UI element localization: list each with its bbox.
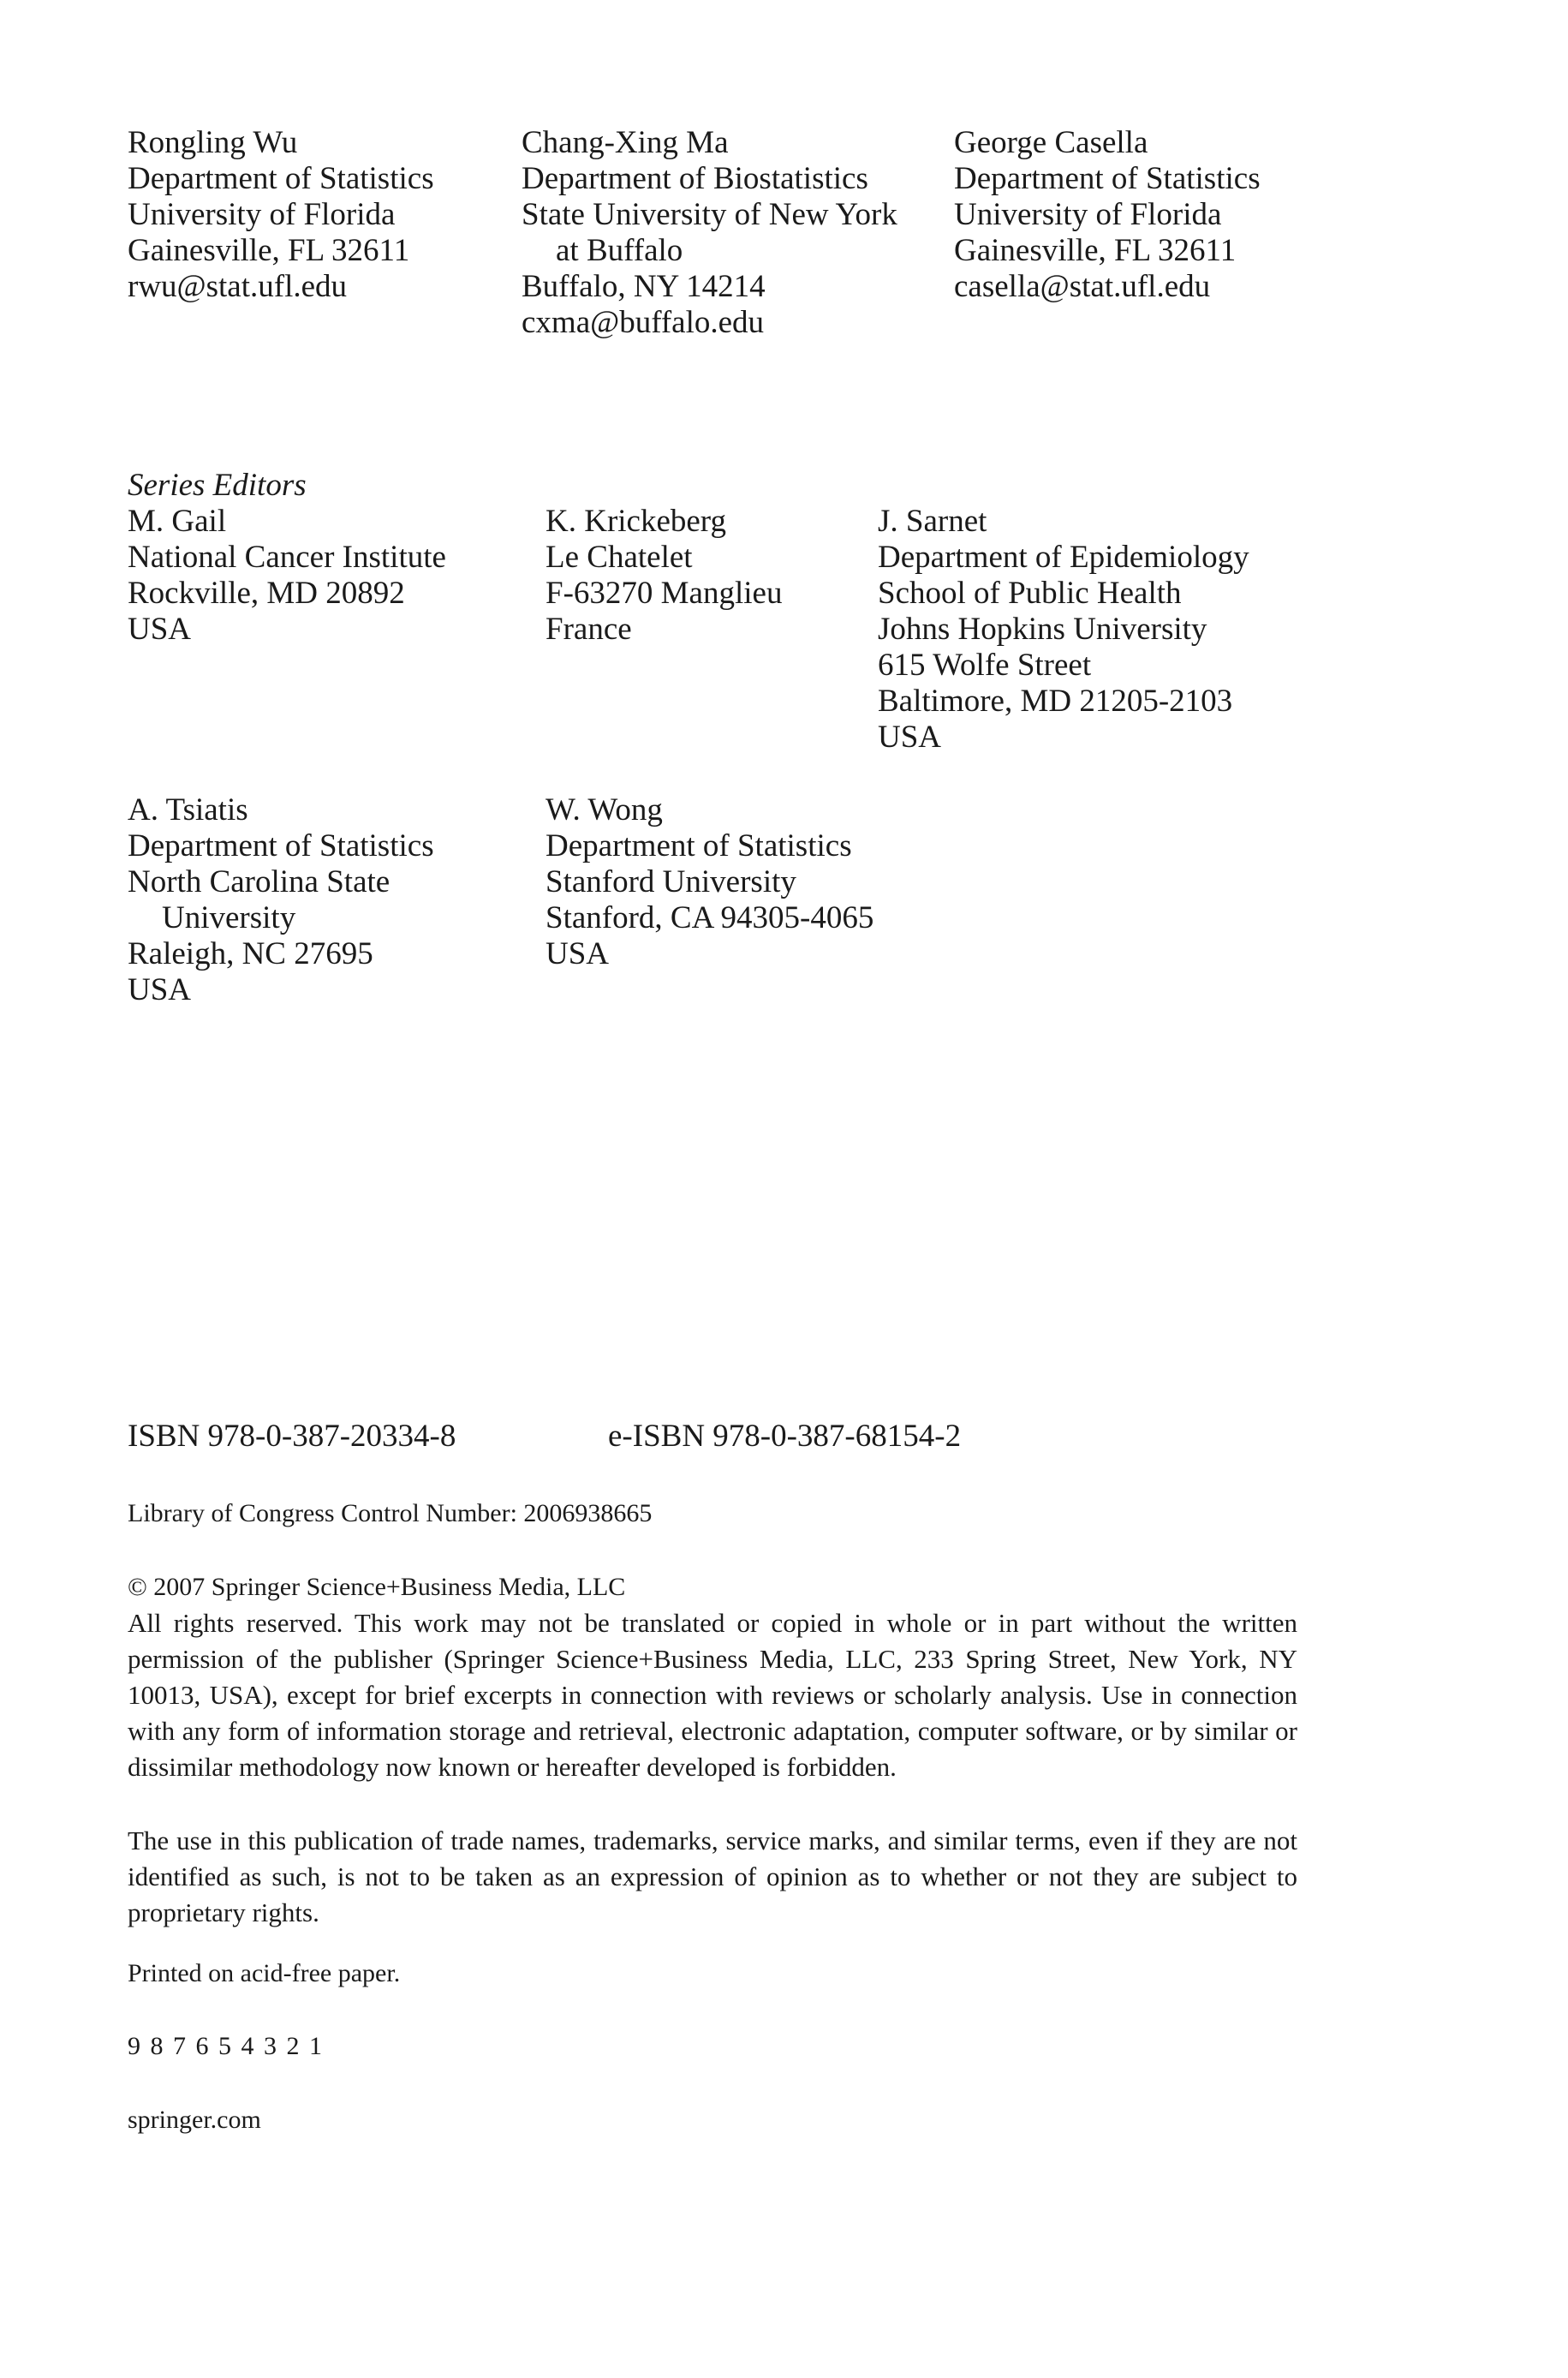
editor-country: USA [546,936,610,971]
editor-city: F-63270 Manglieu [546,576,783,611]
copyright-line: © 2007 Springer Science+Business Media, LLC [128,1573,626,1601]
author-city: Buffalo, NY 14214 [522,269,766,304]
editor-department: Department of Statistics [128,828,434,863]
print-line: 9 8 7 6 5 4 3 2 1 [128,2032,324,2060]
editor-block-gail [128,468,446,648]
editor-city: Stanford, CA 94305-4065 [546,900,874,935]
printed-note: Printed on acid-free paper. [128,1959,401,1987]
editor-block-wong [546,792,873,972]
isbn: ISBN 978-0-387-20334-8 [128,1419,456,1454]
author-email: rwu@stat.ufl.edu [128,269,348,304]
publisher-website: springer.com [128,2106,261,2134]
editor-block-sarnet [878,504,1249,756]
author-email: casella@stat.ufl.edu [954,269,1211,304]
editor-name: J. Sarnet [878,504,987,539]
editor-country: USA [128,612,192,647]
author-institution-cont: at Buffalo [556,233,683,268]
author-institution: State University of New York [522,197,897,232]
author-department: Department of Statistics [954,161,1261,196]
author-department: Department of Biostatistics [522,161,868,196]
author-name: George Casella [954,125,1148,160]
e-isbn: e-ISBN 978-0-387-68154-2 [608,1419,962,1454]
trade-names-paragraph: The use in this publication of trade names, trademarks, service marks, and similar terms, even if they are not identified as such, is not to be taken as an expression of opinion as to whether or not they are subject to proprietary rights. [128,1825,1297,1927]
editor-institution: National Cancer Institute [128,540,446,575]
lccn: Library of Congress Control Number: 2006938665 [128,1499,653,1527]
editor-name: K. Krickeberg [546,504,726,539]
editor-block-krickeberg [546,504,782,648]
author-department: Department of Statistics [128,161,434,196]
editor-institution: North Carolina State [128,864,391,899]
editor-city: Raleigh, NC 27695 [128,936,373,971]
author-block-ma [522,125,897,341]
editor-institution: Stanford University [546,864,796,899]
editor-country: USA [878,720,942,755]
author-institution: University of Florida [128,197,396,232]
editor-city: Baltimore, MD 21205-2103 [878,684,1233,719]
author-block-casella [954,125,1261,305]
editor-address: Le Chatelet [546,540,693,575]
editor-name: M. Gail [128,504,227,539]
author-city: Gainesville, FL 32611 [954,233,1237,268]
author-name: Chang-Xing Ma [522,125,729,160]
author-name: Rongling Wu [128,125,298,160]
editor-department: Department of Epidemiology [878,540,1249,575]
editor-country: France [546,612,632,647]
editor-department: Department of Statistics [546,828,852,863]
editor-block-tsiatis [128,792,434,1008]
editor-name: A. Tsiatis [128,792,248,828]
author-institution: University of Florida [954,197,1222,232]
editor-name: W. Wong [546,792,663,828]
editor-city: Rockville, MD 20892 [128,576,405,611]
author-email: cxma@buffalo.edu [522,305,765,340]
author-city: Gainesville, FL 32611 [128,233,410,268]
editor-institution: Johns Hopkins University [878,612,1207,647]
editor-school: School of Public Health [878,576,1182,611]
series-editors-heading: Series Editors [128,468,307,503]
editor-street: 615 Wolfe Street [878,648,1092,683]
editor-institution-cont: University [162,900,296,935]
editor-country: USA [128,972,192,1007]
rights-paragraph: All rights reserved. This work may not be translated or copied in whole or in part without the written permission of the publisher (Springer Science+Business Media, LLC, 233 Spring Street, New York, NY 10013, USA), except for brief excerpts in connection with reviews or scholarly analysis. Use in connection with any form of information storage and retrieval, electronic adaptation, computer software, or by similar or dissimilar methodology now known or hereafter developed is forbidden. [128,1608,1297,1782]
author-block-wu [128,125,434,305]
